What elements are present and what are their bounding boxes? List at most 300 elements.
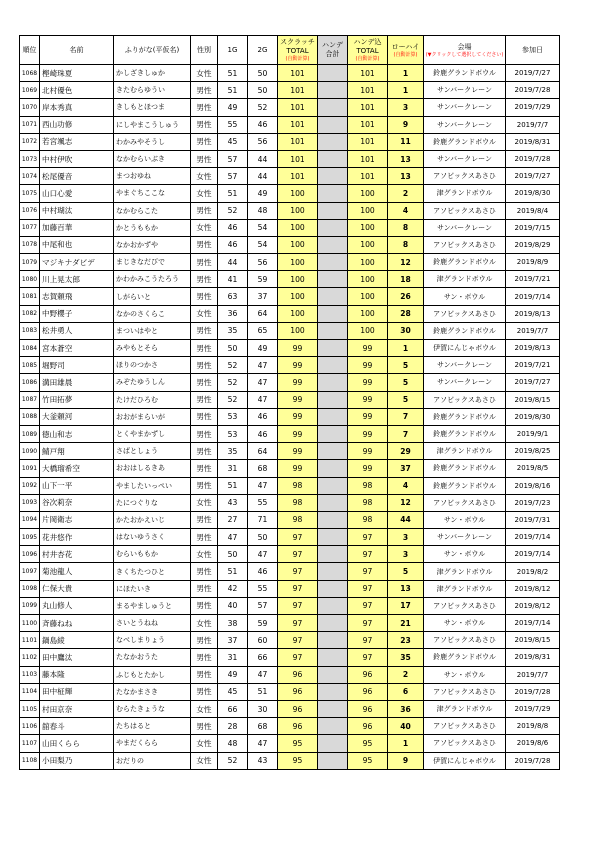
row-rank-cell: 1069 — [20, 82, 40, 99]
row-name-cell: 松井勇人 — [40, 322, 114, 339]
row-handicap-total-cell: 100 — [348, 202, 388, 219]
row-handicap-total-cell: 99 — [348, 357, 388, 374]
row-game1-cell: 46 — [218, 219, 248, 236]
row-venue-select[interactable]: アソビックスあさひ — [424, 597, 506, 614]
row-gender-cell: 男性 — [191, 563, 218, 580]
row-venue-select[interactable]: 鈴鹿グランドボウル — [424, 477, 506, 494]
row-handicap-cell[interactable] — [318, 374, 348, 391]
row-handicap-total-cell: 98 — [348, 477, 388, 494]
row-game1-cell: 46 — [218, 236, 248, 253]
row-lowhigh-cell: 18 — [388, 271, 424, 288]
row-game1-cell: 45 — [218, 683, 248, 700]
row-handicap-total-cell: 100 — [348, 236, 388, 253]
row-handicap-cell[interactable] — [318, 477, 348, 494]
row-rank-cell: 1108 — [20, 752, 40, 769]
row-scratch-total-cell: 99 — [278, 340, 318, 357]
table-row — [20, 735, 560, 752]
row-venue-select[interactable]: アソビックスあさひ — [424, 168, 506, 185]
row-game1-cell: 51 — [218, 185, 248, 202]
row-game1-cell: 51 — [218, 65, 248, 82]
row-date-cell: 2019/8/9 — [506, 254, 560, 271]
row-venue-select[interactable]: 鈴鹿グランドボウル — [424, 408, 506, 425]
row-name-cell: 西山功修 — [40, 116, 114, 133]
row-venue-select[interactable]: 鈴鹿グランドボウル — [424, 460, 506, 477]
row-name-cell: 中村瑚汰 — [40, 202, 114, 219]
row-date-cell: 2019/7/28 — [506, 150, 560, 167]
row-scratch-total-cell: 100 — [278, 202, 318, 219]
row-venue-select[interactable]: サン・ボウル — [424, 615, 506, 632]
row-date-cell: 2019/8/15 — [506, 632, 560, 649]
row-rank-cell: 1076 — [20, 202, 40, 219]
row-lowhigh-cell: 13 — [388, 580, 424, 597]
row-game1-cell: 51 — [218, 563, 248, 580]
row-handicap-cell[interactable] — [318, 65, 348, 82]
row-handicap-cell[interactable] — [318, 425, 348, 442]
row-game1-cell: 51 — [218, 477, 248, 494]
row-game2-cell: 59 — [248, 271, 278, 288]
table-row — [20, 718, 560, 735]
row-game1-cell: 63 — [218, 288, 248, 305]
row-gender-cell: 女性 — [191, 305, 218, 322]
row-game2-cell: 64 — [248, 443, 278, 460]
row-gender-cell: 男性 — [191, 597, 218, 614]
row-venue-select[interactable]: 鈴鹿グランドボウル — [424, 65, 506, 82]
row-date-cell: 2019/7/21 — [506, 357, 560, 374]
row-handicap-cell[interactable] — [318, 150, 348, 167]
row-date-cell: 2019/8/12 — [506, 597, 560, 614]
row-date-cell: 2019/8/30 — [506, 408, 560, 425]
row-rank-cell: 1072 — [20, 133, 40, 150]
row-handicap-cell[interactable] — [318, 271, 348, 288]
row-name-cell: 丸山修人 — [40, 597, 114, 614]
header-hdc-total-line2: TOTAL — [356, 47, 379, 55]
row-rank-cell: 1071 — [20, 116, 40, 133]
row-kana-cell: きしもとほつま — [114, 99, 191, 116]
row-venue-select[interactable]: アソビックスあさひ — [424, 202, 506, 219]
row-venue-select[interactable]: サンバークレーン — [424, 374, 506, 391]
row-gender-cell: 男性 — [191, 254, 218, 271]
row-scratch-total-cell: 100 — [278, 305, 318, 322]
row-handicap-cell[interactable] — [318, 288, 348, 305]
row-handicap-cell[interactable] — [318, 511, 348, 528]
header-handicap-total — [348, 36, 388, 65]
row-handicap-total-cell: 99 — [348, 374, 388, 391]
row-kana-cell: かたおかえいじ — [114, 511, 191, 528]
row-date-cell: 2019/7/29 — [506, 99, 560, 116]
row-venue-select[interactable]: 伊賀にんじゃボウル — [424, 340, 506, 357]
row-lowhigh-cell: 29 — [388, 443, 424, 460]
row-kana-cell: ほりのつかさ — [114, 357, 191, 374]
row-name-cell: 斉藤ねね — [40, 615, 114, 632]
row-gender-cell: 男性 — [191, 340, 218, 357]
row-kana-cell: きたむらゆうい — [114, 82, 191, 99]
row-rank-cell: 1105 — [20, 700, 40, 717]
row-handicap-total-cell: 97 — [348, 649, 388, 666]
row-scratch-total-cell: 100 — [278, 254, 318, 271]
header-row — [20, 36, 560, 65]
row-handicap-cell[interactable] — [318, 236, 348, 253]
row-game2-cell: 37 — [248, 288, 278, 305]
row-venue-select[interactable]: アソビックスあさひ — [424, 494, 506, 511]
row-gender-cell: 女性 — [191, 615, 218, 632]
row-handicap-total-cell: 99 — [348, 443, 388, 460]
row-lowhigh-cell: 28 — [388, 305, 424, 322]
row-handicap-cell[interactable] — [318, 735, 348, 752]
row-handicap-total-cell: 100 — [348, 322, 388, 339]
row-handicap-total-cell: 98 — [348, 511, 388, 528]
row-handicap-total-cell: 97 — [348, 563, 388, 580]
row-rank-cell: 1080 — [20, 271, 40, 288]
table-row — [20, 271, 560, 288]
row-name-cell: 竹田拓夢 — [40, 391, 114, 408]
row-rank-cell: 1075 — [20, 185, 40, 202]
row-handicap-cell[interactable] — [318, 546, 348, 563]
row-rank-cell: 1091 — [20, 460, 40, 477]
row-venue-select[interactable]: サンバークレーン — [424, 529, 506, 546]
row-rank-cell: 1088 — [20, 408, 40, 425]
row-gender-cell: 男性 — [191, 580, 218, 597]
row-handicap-cell[interactable] — [318, 494, 348, 511]
row-venue-select[interactable]: 鈴鹿グランドボウル — [424, 254, 506, 271]
row-game1-cell: 47 — [218, 529, 248, 546]
row-game2-cell: 43 — [248, 752, 278, 769]
row-game2-cell: 54 — [248, 219, 278, 236]
row-venue-select[interactable]: アソビックスあさひ — [424, 236, 506, 253]
row-lowhigh-cell: 12 — [388, 254, 424, 271]
row-handicap-cell[interactable] — [318, 305, 348, 322]
row-scratch-total-cell: 98 — [278, 511, 318, 528]
row-game2-cell: 68 — [248, 460, 278, 477]
row-scratch-total-cell: 99 — [278, 357, 318, 374]
row-handicap-cell[interactable] — [318, 752, 348, 769]
row-venue-select[interactable]: サン・ボウル — [424, 511, 506, 528]
row-handicap-cell[interactable] — [318, 99, 348, 116]
row-gender-cell: 男性 — [191, 718, 218, 735]
row-venue-select[interactable]: サンバークレーン — [424, 99, 506, 116]
row-game1-cell: 45 — [218, 133, 248, 150]
row-venue-select[interactable]: 津グランドボウル — [424, 271, 506, 288]
row-lowhigh-cell: 17 — [388, 597, 424, 614]
header-scratch-total — [278, 36, 318, 65]
row-handicap-total-cell: 95 — [348, 752, 388, 769]
row-scratch-total-cell: 101 — [278, 82, 318, 99]
row-venue-select[interactable]: 津グランドボウル — [424, 563, 506, 580]
header-rank: 順位 — [20, 36, 40, 65]
row-date-cell: 2019/8/6 — [506, 735, 560, 752]
header-lowhigh-line1: ローハイ — [391, 42, 420, 51]
row-kana-cell: さばとしょう — [114, 443, 191, 460]
row-date-cell: 2019/7/28 — [506, 82, 560, 99]
row-venue-select[interactable]: 伊賀にんじゃボウル — [424, 752, 506, 769]
row-rank-cell: 1079 — [20, 254, 40, 271]
header-lowhigh-note: (自動計算) — [393, 51, 418, 58]
row-game2-cell: 51 — [248, 683, 278, 700]
row-game1-cell: 31 — [218, 460, 248, 477]
row-kana-cell: しがらいと — [114, 288, 191, 305]
row-handicap-cell[interactable] — [318, 460, 348, 477]
table-row — [20, 529, 560, 546]
table-row — [20, 425, 560, 442]
row-name-cell: 徳山和志 — [40, 425, 114, 442]
row-handicap-cell[interactable] — [318, 597, 348, 614]
row-game2-cell: 46 — [248, 408, 278, 425]
row-handicap-total-cell: 100 — [348, 305, 388, 322]
row-game1-cell: 42 — [218, 580, 248, 597]
row-name-cell: 松尾優音 — [40, 168, 114, 185]
row-name-cell: 山下一平 — [40, 477, 114, 494]
row-venue-select[interactable]: アソビックスあさひ — [424, 305, 506, 322]
row-venue-select[interactable]: サンバークレーン — [424, 150, 506, 167]
table-row — [20, 185, 560, 202]
row-rank-cell: 1099 — [20, 597, 40, 614]
row-kana-cell: にほたいき — [114, 580, 191, 597]
row-date-cell: 2019/7/21 — [506, 271, 560, 288]
row-scratch-total-cell: 97 — [278, 546, 318, 563]
row-rank-cell: 1098 — [20, 580, 40, 597]
table-row — [20, 683, 560, 700]
row-venue-select[interactable]: 津グランドボウル — [424, 443, 506, 460]
row-lowhigh-cell: 4 — [388, 477, 424, 494]
row-game2-cell: 68 — [248, 718, 278, 735]
row-gender-cell: 男性 — [191, 683, 218, 700]
row-handicap-cell[interactable] — [318, 649, 348, 666]
row-date-cell: 2019/8/13 — [506, 305, 560, 322]
row-date-cell: 2019/8/8 — [506, 718, 560, 735]
row-scratch-total-cell: 99 — [278, 425, 318, 442]
row-handicap-cell[interactable] — [318, 683, 348, 700]
table-row — [20, 580, 560, 597]
row-name-cell: 加藤百華 — [40, 219, 114, 236]
row-venue-select[interactable]: アソビックスあさひ — [424, 391, 506, 408]
row-lowhigh-cell: 5 — [388, 391, 424, 408]
row-lowhigh-cell: 3 — [388, 99, 424, 116]
row-venue-select[interactable]: サン・ボウル — [424, 666, 506, 683]
row-game1-cell: 38 — [218, 615, 248, 632]
header-kana: ふりがな(平仮名) — [114, 36, 191, 65]
table-row — [20, 408, 560, 425]
row-handicap-cell[interactable] — [318, 168, 348, 185]
row-lowhigh-cell: 1 — [388, 65, 424, 82]
row-name-cell: 田中柾輝 — [40, 683, 114, 700]
table-row — [20, 494, 560, 511]
row-scratch-total-cell: 100 — [278, 185, 318, 202]
row-venue-select[interactable]: 鈴鹿グランドボウル — [424, 425, 506, 442]
row-name-cell: 村田京奈 — [40, 700, 114, 717]
row-handicap-total-cell: 99 — [348, 408, 388, 425]
row-handicap-total-cell: 99 — [348, 460, 388, 477]
row-gender-cell: 男性 — [191, 529, 218, 546]
row-gender-cell: 男性 — [191, 443, 218, 460]
row-game1-cell: 50 — [218, 340, 248, 357]
row-name-cell: 鯖戸翔 — [40, 443, 114, 460]
row-handicap-cell[interactable] — [318, 615, 348, 632]
row-lowhigh-cell: 5 — [388, 374, 424, 391]
row-date-cell: 2019/7/31 — [506, 511, 560, 528]
row-name-cell: 舘春斗 — [40, 718, 114, 735]
row-date-cell: 2019/7/7 — [506, 322, 560, 339]
row-gender-cell: 男性 — [191, 150, 218, 167]
table-row — [20, 546, 560, 563]
row-rank-cell: 1096 — [20, 546, 40, 563]
table-row — [20, 82, 560, 99]
row-lowhigh-cell: 37 — [388, 460, 424, 477]
row-rank-cell: 1073 — [20, 150, 40, 167]
row-game2-cell: 47 — [248, 477, 278, 494]
row-kana-cell: たなかおうた — [114, 649, 191, 666]
row-kana-cell: むらいももか — [114, 546, 191, 563]
row-venue-select[interactable]: サンバークレーン — [424, 357, 506, 374]
table-row — [20, 168, 560, 185]
row-game1-cell: 52 — [218, 752, 248, 769]
row-rank-cell: 1107 — [20, 735, 40, 752]
row-kana-cell: なかむらいぶき — [114, 150, 191, 167]
row-handicap-total-cell: 97 — [348, 580, 388, 597]
row-game1-cell: 49 — [218, 99, 248, 116]
row-lowhigh-cell: 3 — [388, 546, 424, 563]
row-game1-cell: 57 — [218, 168, 248, 185]
row-lowhigh-cell: 8 — [388, 219, 424, 236]
row-name-cell: 村井杏花 — [40, 546, 114, 563]
row-scratch-total-cell: 95 — [278, 752, 318, 769]
row-venue-select[interactable]: サンバークレーン — [424, 219, 506, 236]
row-venue-select[interactable]: サンバークレーン — [424, 116, 506, 133]
row-game1-cell: 35 — [218, 443, 248, 460]
row-name-cell: 中野櫻子 — [40, 305, 114, 322]
table-row — [20, 632, 560, 649]
row-handicap-cell[interactable] — [318, 563, 348, 580]
row-handicap-total-cell: 100 — [348, 271, 388, 288]
header-gender: 性別 — [191, 36, 218, 65]
row-handicap-cell[interactable] — [318, 202, 348, 219]
row-venue-select[interactable]: 津グランドボウル — [424, 580, 506, 597]
row-venue-select[interactable]: アソビックスあさひ — [424, 735, 506, 752]
row-lowhigh-cell: 2 — [388, 666, 424, 683]
row-scratch-total-cell: 99 — [278, 408, 318, 425]
row-name-cell: 鍋島綾 — [40, 632, 114, 649]
row-lowhigh-cell: 21 — [388, 615, 424, 632]
row-handicap-cell[interactable] — [318, 82, 348, 99]
row-handicap-cell[interactable] — [318, 133, 348, 150]
row-handicap-cell[interactable] — [318, 340, 348, 357]
row-handicap-cell[interactable] — [318, 580, 348, 597]
row-lowhigh-cell: 40 — [388, 718, 424, 735]
row-kana-cell: おだりの — [114, 752, 191, 769]
row-date-cell: 2019/7/28 — [506, 752, 560, 769]
row-kana-cell: やましたいっぺい — [114, 477, 191, 494]
row-kana-cell: なかおかずや — [114, 236, 191, 253]
row-rank-cell: 1094 — [20, 511, 40, 528]
row-lowhigh-cell: 4 — [388, 202, 424, 219]
table-row — [20, 236, 560, 253]
row-rank-cell: 1092 — [20, 477, 40, 494]
header-hdc-total-line1: ハンデ込 — [353, 38, 382, 46]
row-venue-select[interactable]: 津グランドボウル — [424, 185, 506, 202]
row-rank-cell: 1101 — [20, 632, 40, 649]
row-handicap-cell[interactable] — [318, 666, 348, 683]
row-lowhigh-cell: 1 — [388, 340, 424, 357]
row-gender-cell: 男性 — [191, 460, 218, 477]
table-row — [20, 391, 560, 408]
row-handicap-cell[interactable] — [318, 408, 348, 425]
row-venue-select[interactable]: サンバークレーン — [424, 82, 506, 99]
row-handicap-cell[interactable] — [318, 443, 348, 460]
row-name-cell: 谷次莉奈 — [40, 494, 114, 511]
row-handicap-cell[interactable] — [318, 718, 348, 735]
row-venue-select[interactable]: 鈴鹿グランドボウル — [424, 649, 506, 666]
row-kana-cell: おおがまらいが — [114, 408, 191, 425]
row-game2-cell: 50 — [248, 529, 278, 546]
row-date-cell: 2019/8/16 — [506, 477, 560, 494]
row-gender-cell: 男性 — [191, 116, 218, 133]
row-gender-cell: 男性 — [191, 408, 218, 425]
row-game1-cell: 53 — [218, 425, 248, 442]
row-game1-cell: 66 — [218, 700, 248, 717]
row-handicap-cell[interactable] — [318, 185, 348, 202]
row-handicap-cell[interactable] — [318, 322, 348, 339]
row-handicap-total-cell: 100 — [348, 185, 388, 202]
row-scratch-total-cell: 101 — [278, 99, 318, 116]
row-game2-cell: 59 — [248, 615, 278, 632]
row-scratch-total-cell: 98 — [278, 477, 318, 494]
row-venue-select[interactable]: 鈴鹿グランドボウル — [424, 133, 506, 150]
row-lowhigh-cell: 9 — [388, 752, 424, 769]
row-gender-cell: 男性 — [191, 288, 218, 305]
row-handicap-cell[interactable] — [318, 254, 348, 271]
row-date-cell: 2019/8/31 — [506, 133, 560, 150]
row-venue-select[interactable]: サン・ボウル — [424, 546, 506, 563]
row-handicap-total-cell: 101 — [348, 150, 388, 167]
row-handicap-cell[interactable] — [318, 529, 348, 546]
row-venue-select[interactable]: アソビックスあさひ — [424, 632, 506, 649]
row-kana-cell: やまぐちここな — [114, 185, 191, 202]
table-row — [20, 150, 560, 167]
row-rank-cell: 1100 — [20, 615, 40, 632]
row-handicap-cell[interactable] — [318, 632, 348, 649]
row-rank-cell: 1077 — [20, 219, 40, 236]
row-rank-cell: 1086 — [20, 374, 40, 391]
row-handicap-cell[interactable] — [318, 700, 348, 717]
row-venue-select[interactable]: サン・ボウル — [424, 288, 506, 305]
row-name-cell: 中尾和也 — [40, 236, 114, 253]
row-game2-cell: 64 — [248, 305, 278, 322]
row-kana-cell: まるやましゅうと — [114, 597, 191, 614]
row-kana-cell: みやもとそら — [114, 340, 191, 357]
row-handicap-cell[interactable] — [318, 357, 348, 374]
row-game2-cell: 49 — [248, 185, 278, 202]
row-scratch-total-cell: 95 — [278, 735, 318, 752]
row-handicap-total-cell: 97 — [348, 546, 388, 563]
row-date-cell: 2019/7/29 — [506, 700, 560, 717]
row-game1-cell: 41 — [218, 271, 248, 288]
row-venue-select[interactable]: アソビックスあさひ — [424, 718, 506, 735]
row-handicap-cell[interactable] — [318, 391, 348, 408]
row-venue-select[interactable]: 津グランドボウル — [424, 700, 506, 717]
row-gender-cell: 女性 — [191, 546, 218, 563]
row-name-cell: 山口心愛 — [40, 185, 114, 202]
row-date-cell: 2019/8/31 — [506, 649, 560, 666]
row-handicap-total-cell: 96 — [348, 718, 388, 735]
row-handicap-total-cell: 101 — [348, 65, 388, 82]
row-handicap-cell[interactable] — [318, 116, 348, 133]
row-rank-cell: 1103 — [20, 666, 40, 683]
row-name-cell: 藤本隆 — [40, 666, 114, 683]
row-venue-select[interactable]: 鈴鹿グランドボウル — [424, 322, 506, 339]
row-name-cell: 川上晃太郎 — [40, 271, 114, 288]
row-venue-select[interactable]: アソビックスあさひ — [424, 683, 506, 700]
row-gender-cell: 女性 — [191, 494, 218, 511]
row-scratch-total-cell: 101 — [278, 150, 318, 167]
row-handicap-cell[interactable] — [318, 219, 348, 236]
